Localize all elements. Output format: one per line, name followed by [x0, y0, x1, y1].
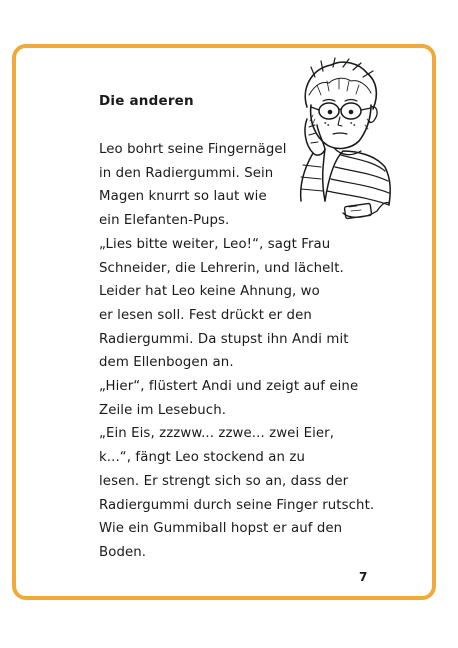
story-line: dem Ellenbogen an.: [99, 355, 234, 371]
story-line: Schneider, die Lehrerin, und lächelt.: [99, 260, 344, 276]
story-text: [99, 138, 399, 565]
story-line: „Hier“, flüstert Andi und zeigt auf eine: [99, 379, 359, 395]
story-line: er lesen soll. Fest drückt er den: [99, 307, 312, 323]
story-line: Magen knurrt so laut wie: [99, 189, 267, 205]
page-title: Die anderen: [99, 93, 194, 109]
story-line: k...“, fängt Leo stockend an zu: [99, 450, 305, 466]
story-line: „Lies bitte weiter, Leo!“, sagt Frau: [99, 236, 331, 252]
story-line: Leo bohrt seine Fingernägel: [99, 142, 287, 157]
story-line: Zeile im Lesebuch.: [99, 402, 227, 418]
page-number: 7: [359, 570, 368, 584]
story-line: Leider hat Leo keine Ahnung, wo: [99, 284, 320, 300]
story-line: ein Elefanten-Pups.: [99, 213, 230, 229]
story-line: „Ein Eis, zzzww... zzwe... zwei Eier,: [99, 426, 335, 442]
story-line: Radiergummi. Da stupst ihn Andi mit: [99, 331, 349, 347]
story-line: in den Radiergummi. Sein: [99, 165, 274, 181]
story-line: Wie ein Gummiball hopst er auf den: [99, 521, 343, 537]
story-line: lesen. Er strengt sich so an, dass der: [99, 473, 349, 489]
story-line: Boden.: [99, 544, 147, 560]
story-line: Radiergummi durch seine Finger rutscht.: [99, 497, 375, 513]
